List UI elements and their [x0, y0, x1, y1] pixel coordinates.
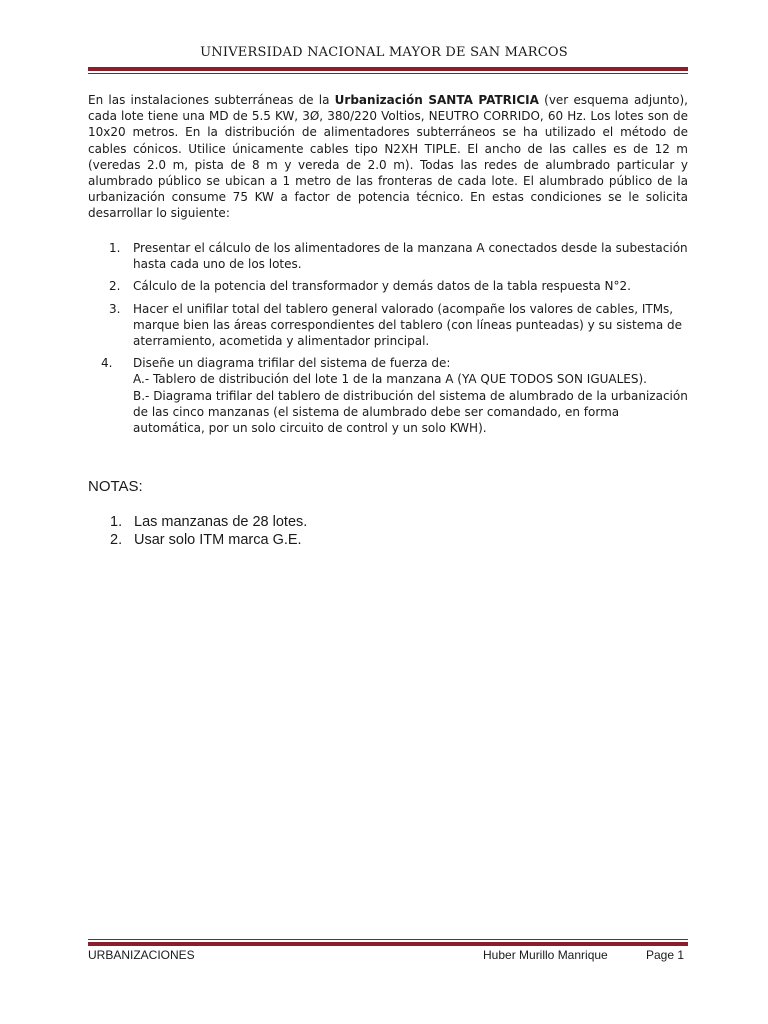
note-item-2: [110, 532, 307, 550]
notes-heading: NOTAS:: [88, 478, 143, 495]
header-rule: [88, 67, 688, 74]
task-subitem-b: B.- Diagrama trifilar del tablero de distribución del sistema de alumbrado de la urbanización de las cinco manzanas (el sistema de alumbrado debe ser comandado, en forma automática, por un solo circuito de control y un solo KWH).: [133, 388, 688, 436]
task-subitem-a: A.- Tablero de distribución del lote 1 de la manzana A (YA QUE TODOS SON IGUALES).: [133, 372, 647, 387]
task-text: Hacer el unifilar total del tablero general valorado (acompañe los valores de cables, ITMs, marque bien las áreas correspondientes del tablero (con líneas punteadas) y su sistema de aterramiento, acometida y alimentador principal.: [133, 301, 682, 349]
note-item-1: [110, 514, 307, 532]
footer-page-number: Page 1: [646, 948, 685, 962]
notes-list: [110, 514, 307, 549]
task-item-4: [88, 355, 688, 436]
task-item-1: [88, 240, 688, 272]
page-header-title: UNIVERSIDAD NACIONAL MAYOR DE SAN MARCOS: [200, 45, 568, 60]
task-number: 3.: [109, 301, 121, 316]
note-text: Las manzanas de 28 lotes.: [134, 514, 308, 530]
task-list: [88, 240, 688, 442]
intro-paragraph: [88, 92, 688, 222]
footer-section-title: URBANIZACIONES: [88, 948, 195, 962]
task-text: Presentar el cálculo de los alimentadores de la manzana A conectados desde la subestación hasta cada uno de los lotes.: [133, 241, 688, 272]
task-number: 1.: [109, 241, 121, 255]
footer-rule: [88, 939, 688, 946]
task-text: Diseñe un diagrama trifilar del sistema de fuerza de:: [133, 356, 451, 371]
note-text: Usar solo ITM marca G.E.: [134, 531, 302, 548]
intro-bold-name: Urbanización SANTA PATRICIA: [334, 93, 539, 107]
note-number: 2.: [110, 531, 123, 548]
intro-text-1: En las instalaciones subterráneas de la: [88, 93, 335, 107]
task-item-3: [88, 301, 688, 350]
task-text: Cálculo de la potencia del transformador y demás datos de la tabla respuesta N°2.: [133, 279, 631, 294]
intro-text-2: (ver esquema adjunto), cada lote tiene una MD de 5.5 KW, 3Ø, 380/220 Voltios, NEUTRO CORRIDO, 60 Hz. Los lotes son de 10x20 metros. En la distribución de alimentadores subterráneos se ha utilizado el método de cables cónicos. Utilice únicamente cables tipo N2XH TIPLE. El ancho de las calles es de 12 m (veredas 2.0 m, pista de 8 m y vereda de 2.0 m). Todas las redes de alumbrado particular y alumbrado público se ubican a 1 metro de las fronteras de cada lote. El alumbrado público de la urbanización consume 75 KW a factor de potencia técnico. En estas condiciones se le solicita desarrollar lo siguiente:: [88, 93, 688, 221]
task-number: 2.: [109, 279, 121, 294]
task-item-2: [88, 278, 688, 294]
footer-author: Huber Murillo Manrique: [483, 948, 608, 962]
task-number: 4.: [101, 356, 113, 371]
note-number: 1.: [110, 514, 123, 530]
